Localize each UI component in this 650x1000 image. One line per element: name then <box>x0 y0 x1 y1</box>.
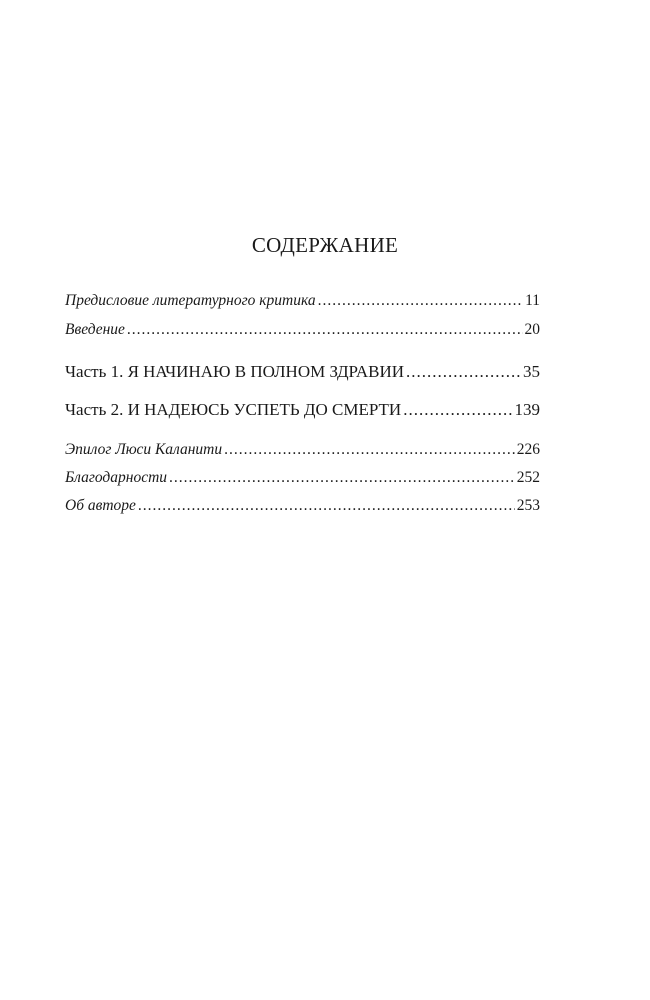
dot-leader <box>403 400 512 420</box>
toc-entry-page: 20 <box>524 321 540 338</box>
toc-entry-foreword <box>65 292 540 310</box>
toc-entry-part-1 <box>65 362 540 382</box>
toc-entry-about-author <box>65 497 540 515</box>
toc-entry-page: 11 <box>525 292 540 309</box>
toc-entry-label: Благодарности <box>65 469 168 486</box>
page-title: СОДЕРЖАНИЕ <box>251 233 399 257</box>
toc-entry-page: 253 <box>516 497 540 514</box>
toc-entry-page: 139 <box>514 400 540 419</box>
toc-entry-label: Часть 1. Я НАЧИНАЮ В ПОЛНОМ ЗДРАВИИ <box>65 362 405 381</box>
dot-leader <box>138 497 515 515</box>
toc-entry-epilogue <box>65 441 540 459</box>
toc-entry-introduction <box>65 321 540 339</box>
dot-leader <box>318 292 523 310</box>
toc-entry-label: Эпилог Люси Каланити <box>65 441 223 458</box>
toc-entry-page: 252 <box>516 469 540 486</box>
dot-leader <box>169 469 515 487</box>
toc-entry-acknowledgements <box>65 469 540 487</box>
dot-leader <box>224 441 515 459</box>
toc-entry-part-2 <box>65 400 540 420</box>
dot-leader <box>127 321 523 339</box>
toc-entry-label: Введение <box>65 321 125 338</box>
toc-entry-page: 35 <box>523 362 540 381</box>
toc-entry-label: Предисловие литературного критика <box>65 292 316 309</box>
dot-leader <box>406 362 521 382</box>
toc-entry-label: Об авторе <box>65 497 136 514</box>
toc-entry-label: Часть 2. И НАДЕЮСЬ УСПЕТЬ ДО СМЕРТИ <box>65 400 402 419</box>
toc-entry-page: 226 <box>516 441 540 458</box>
